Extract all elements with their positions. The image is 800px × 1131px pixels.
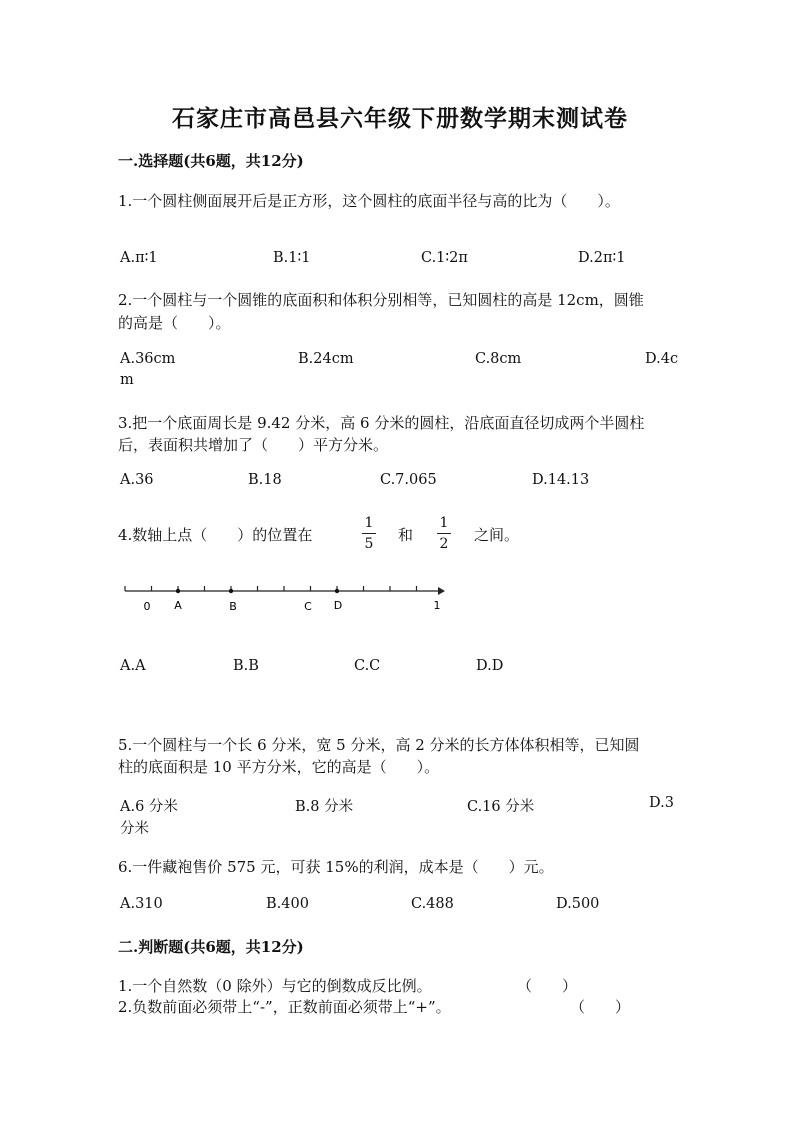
q4-option-a: A.A xyxy=(120,658,146,674)
q4-option-c: C.C xyxy=(354,658,381,674)
question-5-line1: 5.一个圆柱与一个长 6 分米，宽 5 分米，高 2 分米的长方体体积相等，已知圆 xyxy=(118,736,640,754)
question-4-text-before: 4.数轴上点（ ）的位置在 xyxy=(118,526,313,544)
section-heading-choice: 一.选择题(共6题，共12分) xyxy=(118,152,304,170)
q4-option-d: D.D xyxy=(476,658,504,674)
q1-option-b: B.1∶1 xyxy=(273,250,311,266)
q2-option-c: C.8cm xyxy=(475,351,522,367)
fraction-2-denominator: 2 xyxy=(439,536,449,552)
fraction-one-fifth xyxy=(362,514,376,553)
number-line xyxy=(120,578,450,618)
question-2-line1: 2.一个圆柱与一个圆锥的底面积和体积分别相等，已知圆柱的高是 12cm，圆锥 xyxy=(118,291,644,309)
q5-option-d: D.3 xyxy=(649,795,674,811)
number-line-ticks xyxy=(125,586,417,591)
question-3-line2: 后，表面积共增加了（ ）平方分米。 xyxy=(118,436,389,454)
q3-option-b: B.18 xyxy=(248,472,282,488)
fraction-1-bar xyxy=(362,533,376,534)
q6-option-b: B.400 xyxy=(266,896,309,912)
point-b-dot xyxy=(229,589,233,593)
q2-option-a: A.36cm xyxy=(120,351,176,367)
fraction-1-denominator: 5 xyxy=(364,536,374,552)
label-one: 1 xyxy=(433,599,441,612)
section-heading-judgement: 二.判断题(共6题，共12分) xyxy=(118,938,304,956)
q6-option-a: A.310 xyxy=(120,896,163,912)
page-title: 石家庄市高邑县六年级下册数学期末测试卷 xyxy=(172,105,628,132)
question-6-text: 6.一件藏袍售价 575 元，可获 15%的利润，成本是（ ）元。 xyxy=(118,858,554,876)
q2-option-d-wrap: m xyxy=(120,372,134,388)
q5-option-b: B.8 分米 xyxy=(295,799,354,815)
fraction-1-numerator: 1 xyxy=(364,515,374,531)
q3-option-d: D.14.13 xyxy=(532,472,590,488)
q2-option-b: B.24cm xyxy=(298,351,354,367)
fraction-one-half xyxy=(437,514,451,553)
q2-option-d: D.4c xyxy=(645,351,679,367)
question-3-line1: 3.把一个底面周长是 9.42 分米，高 6 分米的圆柱，沿底面直径切成两个半圆柱 xyxy=(118,414,645,432)
q3-option-c: C.7.065 xyxy=(380,472,437,488)
q5-option-c: C.16 分米 xyxy=(467,799,535,815)
label-a: A xyxy=(174,599,182,612)
fraction-2-numerator: 1 xyxy=(439,515,449,531)
label-d: D xyxy=(333,599,343,612)
question-5-line2: 柱的底面积是 10 平方分米，它的高是（ ）。 xyxy=(118,758,440,776)
q1-option-c: C.1∶2π xyxy=(421,250,468,266)
q5-option-a: A.6 分米 xyxy=(120,799,178,815)
q4-option-b: B.B xyxy=(233,658,259,674)
judgement-1-blank: （ ） xyxy=(517,977,578,995)
question-4-text-after: 之间。 xyxy=(474,526,520,544)
q5-option-d-wrap: 分米 xyxy=(120,821,149,837)
judgement-2-blank: （ ） xyxy=(570,998,631,1016)
judgement-2-text: 2.负数前面必须带上“-”，正数前面必须带上“+”。 xyxy=(118,998,451,1016)
question-4-and: 和 xyxy=(398,526,414,544)
q6-option-c: C.488 xyxy=(411,896,454,912)
judgement-1-text: 1.一个自然数（0 除外）与它的倒数成反比例。 xyxy=(118,977,432,995)
label-zero: 0 xyxy=(143,600,151,613)
point-d-dot xyxy=(335,589,339,593)
q1-option-d: D.2π∶1 xyxy=(578,250,626,266)
question-1-text: 1.一个圆柱侧面展开后是正方形，这个圆柱的底面半径与高的比为（ ）。 xyxy=(118,192,620,210)
label-b: B xyxy=(229,600,237,613)
point-a-dot xyxy=(176,589,180,593)
q1-option-a: A.π∶1 xyxy=(120,250,158,266)
label-c: C xyxy=(304,600,312,613)
q6-option-d: D.500 xyxy=(556,896,600,912)
fraction-2-bar xyxy=(437,533,451,534)
number-line-arrow xyxy=(438,587,445,595)
question-2-line2: 的高是（ ）。 xyxy=(118,314,231,332)
q3-option-a: A.36 xyxy=(120,472,154,488)
